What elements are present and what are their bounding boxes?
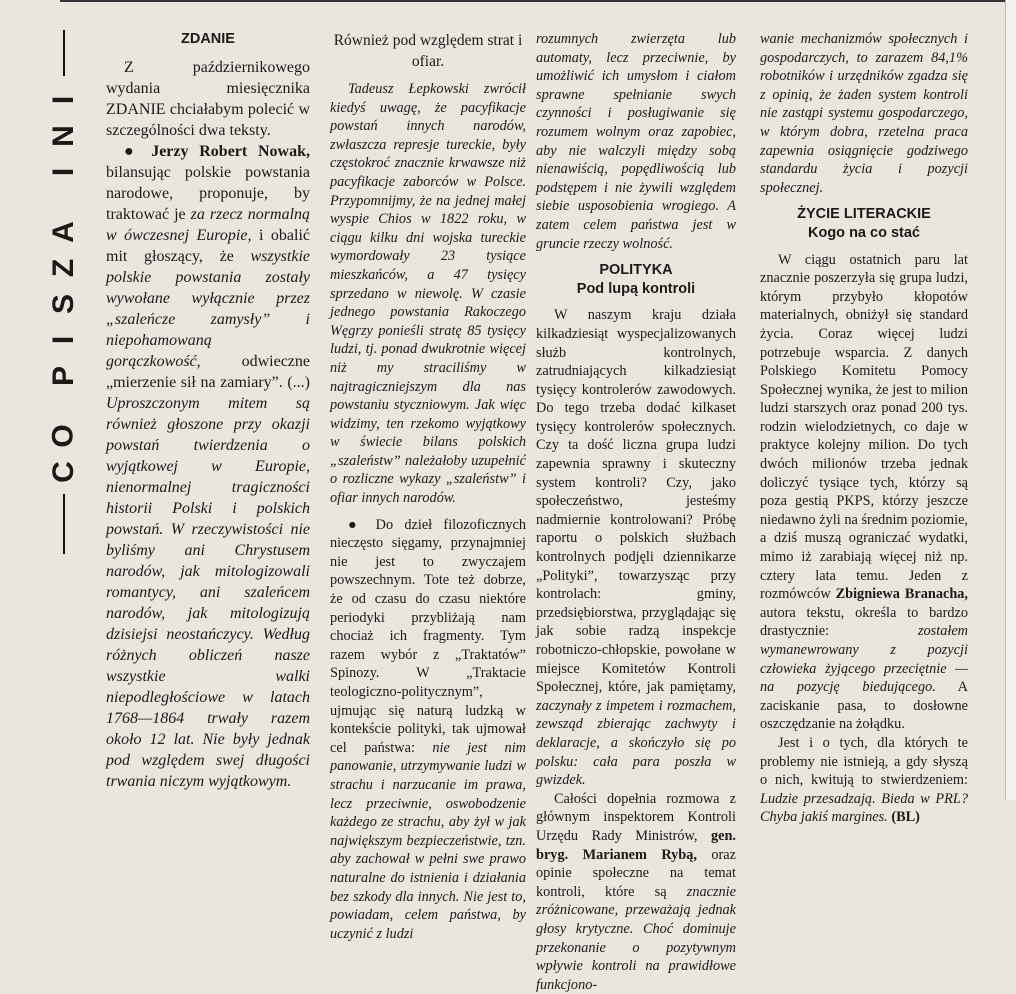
italic-paragraph: wanie mechanizmów społecznych i gospodarczych, to zarazem 84,1% robotników i urzędników zgadza się z opinią, że żaden system kontroli nie zastąpi systemu gospodarczego, w którym dobra, rzetelna praca zapewnia osiągnięcie godziwego standardu życia i pozycji społecznej. [760, 31, 968, 196]
text-italic: zostałem wymanewrowany z pozycji człowieka żyjącego przeciętnie — na pozycję biedującego. [760, 623, 968, 696]
section-label: POLITYKA [599, 262, 673, 279]
continued-text: Również pod względem strat i ofiar. [333, 32, 523, 70]
italic-paragraph: rozumnych zwierzęta lub automaty, lecz przeciwnie, by umożliwić ich umysłom i ciałom sprawne spełnianie swych czynności i posługiwanie się rozumem wolnym oraz zapobiec, aby nie walczyli między sobą nienawiścią, popędliwością lub podstępem i nie żywili względem siebie usposobienia wrogiego. A zatem celem państwa jest w gruncie rzeczy wolność. [536, 31, 736, 252]
text: odwieczne „mierzenie sił na zamiary”. (...) [106, 352, 310, 391]
article-paragraph [760, 251, 968, 734]
signature: (BL) [891, 809, 920, 826]
title-letter: N [46, 125, 80, 147]
title-letter: I [47, 95, 80, 105]
text: i obalić mit głoszący, że [106, 226, 311, 265]
person-name: gen. bryg. Marianem Rybą, [536, 827, 736, 863]
column-title-vertical [40, 30, 88, 730]
top-rule [60, 0, 1016, 2]
text-italic: wszystkie polskie powstania zostały wywołane wyłącznie przez „szaleńcze zamysły” i niepohamowaną gorączkowość, [106, 247, 310, 370]
article-paragraph [536, 306, 736, 789]
column-1 [106, 30, 310, 792]
text: Całości dopełnia rozmowa z głównym inspektorem Kontroli Urzędu Rady Ministrów, [536, 790, 736, 844]
title-letter: I [47, 167, 80, 177]
sidebar-rule-bottom [63, 494, 65, 554]
text-italic: znacznie zróżnicowane, przeważają jednak głosy krytyczne. Choć dominuje przekonanie o pozytywnym wpływie kontroli na prawidłowe funkcjono- [536, 883, 737, 993]
title-letter: O [47, 424, 80, 448]
article-paragraph [330, 516, 526, 944]
title-letter: A [46, 221, 80, 243]
text: Do dzieł filozoficznych nieczęsto sięgamy, przynajmniej nie jest to zwyczajem powszechnym. Tote też dobrze, że od czasu do czasu niektóre periodyki przybliżają nam chociaż ich fragmenty. Tym razem wybór z „Traktatów” Spinozy. W „Traktacie teologiczno-politycznym”, ujmując się naturą ludzką w kontekście polityki, tak ujmował cel państwa: [330, 516, 526, 756]
text-italic: za rzecz normalną w ówczesnej Europie, [106, 205, 311, 244]
section-label: ŻYCIE LITERACKIE [797, 206, 931, 223]
title-letter: P [46, 365, 80, 387]
sidebar-rule-top [63, 30, 65, 76]
article-paragraph [106, 141, 310, 792]
text: bilansując polskie powstania narodowe, proponuje, by traktować je [106, 163, 310, 223]
title-letter: S [46, 293, 80, 315]
article-paragraph [536, 790, 736, 994]
article-paragraph [760, 734, 968, 827]
article-heading: Kogo na co stać [808, 224, 920, 241]
author-name: Jerzy Robert Nowak, [151, 142, 310, 160]
text-italic: Uproszczonym mitem są również głoszone przy okazji powstań twierdzenia o wyjątkowej w Europie, nienormalnej tragiczności historii Polski i polskich powstań. W rzeczywistości nie byliśmy ani Chrystusem narodów, jak mitologizowali romantycy, ani szaleńcem narodów, jak mitologizują dzisiejsi neostańczycy. Według różnych obliczeń nasze wszystkie walki niepodległościowe w latach 1768—1864 trwały razem około 12 lat. Nie były jednak pod względem swej długości trwania niczym wyjątkowym. [106, 394, 310, 790]
text: W ciągu ostatnich paru lat znacznie poszerzyła się grupa ludzi, którym przybyło kłopotów materialnych, obniżył się standard życia. Coraz więcej ludzi potrzebuje wsparcia. Z danych Polskiego Komitetu Pomocy Społecznej wynika, że jest to milion ludzi starszych oraz ponad 200 tys. rodzin wielodzietnych, co daje w praktyce kolejny milion. Do tych dwóch milionów trzeba jednak doliczyć tysiące tych, którzy są poza gestią PKPS, którzy jeszcze niedawno żyli na średnim poziomie, a dziś muszą ograniczać wydatki, mimo iż zarabiają więcej niż np. cztery lata temu. Jeden z rozmówców [760, 251, 968, 603]
article-heading: Pod lupą kontroli [576, 280, 696, 297]
text: Jest i o tych, dla których te problemy nie istnieją, a gdy słyszą o nich, kwitują to stwierdzeniem: [760, 734, 968, 789]
intro-paragraph: Z październikowego wydania miesięcznika ZDANIE chciałabym polecić w szczególności dwa teksty. [106, 58, 310, 139]
column-4 [760, 30, 968, 827]
text: A zaciskanie pasa, to dosłowne oszczędzanie na żołądku. [760, 679, 968, 733]
text-italic: nie jest nim panowanie, utrzymywanie ludzi w strachu i narzucanie im prawa, lecz przeciwnie, oswobodzenie każdego ze strachu, aby żył w jak największym bezpieczeństwie, tzn. aby zachował w pełni swe prawo naturalne do istnienia i działania bez szkody dla innych. Nie jest to, powiadam, celem państwa, by uczynić z ludzi [330, 739, 526, 942]
person-name: Zbigniewa Branacha, [835, 586, 969, 603]
text: oraz opinie społeczne na temat kontroli, które są [536, 846, 736, 900]
text: W naszym kraju działa kilkadziesiąt wyspecjalizowanych służb kontrolnych, zatrudniających kilkadziesiąt tysięcy kontrolerów zawodowych. Do tego trzeba dodać kilkaset tysięcy kontrolerów społecznych. Czy ta dość liczna grupa ludzi zapewnia sprawny i skuteczny system kontroli? Czy, jako społeczeństwo, jesteśmy nadmiernie kontrolowani? Próbę raportu o polskich służbach kontrolnych podjęli dziennikarze „Polityki”, towarzysząc przy kontrolach: gminy, przedsiębiorstwa, przyglądając się jak sobie radzą inspekcje robotniczo-chłopskie, powołane w miejsce Komitetów Kontroli Społecznej, które, jak pamiętamy, [536, 307, 736, 696]
title-letter: I [47, 335, 80, 345]
bullet-icon: ● [124, 142, 141, 160]
bullet-icon: ● [348, 516, 365, 533]
italic-paragraph: Tadeusz Łepkowski zwrócił kiedyś uwagę, że pacyfikacje powstań innych narodów, zwłaszcza represje tureckie, były częstokroć znacznie krwawsze niż pacyfikacje zaborców w Polsce. Przypomnijmy, że na jednej małej wyspie Chios w 1822 roku, w ciągu kilku dni wojska tureckie wymordowały 23 tysiące mieszkańców, a 47 tysięcy sprzedano w niewolę. W czasie jednego powstania Rakoczego Węgrzy ponieśli stratę 85 tysięcy ludzi, tj. ponad dwukrotnie więcej niż my straciliśmy w najtragiczniejszym dla nas powstaniu styczniowym. Jak więc widzimy, ten rzekomo wyjątkowy w świecie bilans polskich „szaleństw” należałoby uzupełnić o rozliczne wykazy „szaleństw” i ofiar innych narodów. [330, 81, 526, 507]
title-letter: C [46, 461, 80, 483]
column-2 [330, 30, 526, 943]
text: autora tekstu, określa to bardzo drastycznie: [760, 604, 968, 640]
text-italic: zaczynały z impetem i rozmachem, zewsząd zbierając zachwyty i deklaracje, a skończyło się po polsku: cała para poszła w gwizdek. [536, 697, 736, 789]
text-italic: Ludzie przesadzają. Bieda w PRL? Chyba jakiś margines. [760, 790, 968, 826]
section-heading: ZDANIE [181, 31, 235, 47]
page-edge [1005, 0, 1016, 800]
title-letter: Z [46, 258, 80, 278]
column-3 [536, 30, 736, 994]
